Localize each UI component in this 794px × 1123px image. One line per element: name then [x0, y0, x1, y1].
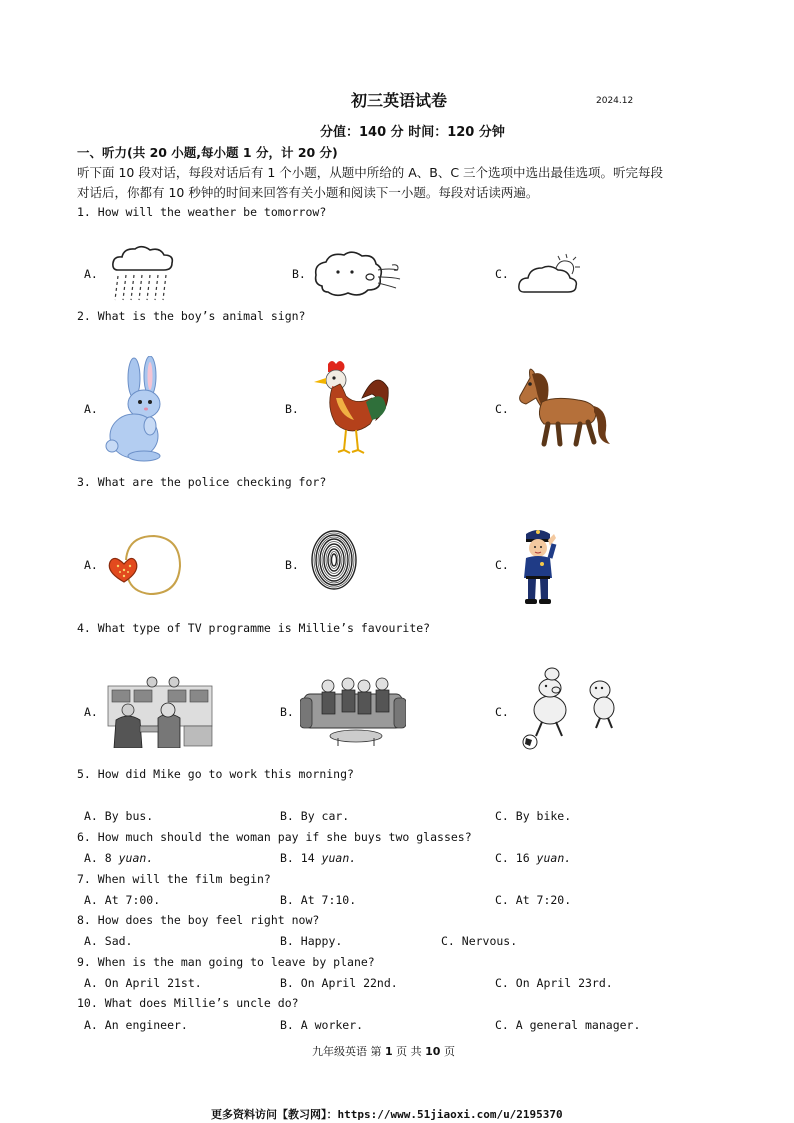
- q3-option-b-label: B.: [285, 558, 299, 572]
- q8-option-b: B. Happy.: [280, 934, 343, 948]
- q10-option-c: C. A general manager.: [495, 1018, 641, 1032]
- policeman-icon: [518, 526, 558, 606]
- q5-option-b: B. By car.: [280, 809, 350, 823]
- q2-option-b-label: B.: [285, 402, 299, 416]
- q3-option-c-label: C.: [495, 558, 509, 572]
- sitcom-scene-icon: [300, 674, 406, 746]
- page-title: 初三英语试卷: [351, 91, 448, 110]
- q7-option-a: A. At 7:00.: [84, 893, 161, 907]
- sun-cloud-icon: [516, 252, 582, 296]
- question-8: 8. How does the boy feel right now?: [77, 913, 320, 927]
- section-heading: 一、听力(共 20 小题,每小题 1 分，计 20 分): [77, 145, 338, 160]
- news-scene-icon: [106, 676, 214, 748]
- q2-option-c-label: C.: [495, 402, 509, 416]
- q4-option-a-label: A.: [84, 705, 98, 719]
- question-3: 3. What are the police checking for?: [77, 475, 327, 489]
- q4-option-c-label: C.: [495, 705, 509, 719]
- q9-option-c: C. On April 23rd.: [495, 976, 613, 990]
- question-2: 2. What is the boy’s animal sign?: [77, 309, 306, 323]
- q6-option-b: B. 14 yuan.: [280, 851, 357, 865]
- instructions-line-2: 对话后，你都有 10 秒钟的时间来回答有关小题和阅读下一小题。每段对话读两遍。: [77, 185, 539, 200]
- question-9: 9. When is the man going to leave by plane?: [77, 955, 375, 969]
- rabbit-icon: [104, 356, 170, 462]
- exam-date: 2024.12: [596, 96, 634, 106]
- q5-option-c: C. By bike.: [495, 809, 572, 823]
- score-time-line: 分值：140 分 时间：120 分钟: [320, 125, 505, 140]
- q5-option-a: A. By bus.: [84, 809, 154, 823]
- q4-option-b-label: B.: [280, 705, 294, 719]
- instructions-line-1: 听下面 10 段对话，每段对话后有 1 个小题，从题中所给的 A、B、C 三个选项中选出最佳选项。听完每段: [77, 165, 664, 180]
- q3-option-a-label: A.: [84, 558, 98, 572]
- q8-option-c: C. Nervous.: [441, 934, 518, 948]
- q2-option-a-label: A.: [84, 402, 98, 416]
- page-footer: 九年级英语 第 1 页 共 10 页: [312, 1045, 455, 1058]
- rain-cloud-icon: [108, 244, 178, 304]
- wind-cloud-icon: [312, 250, 404, 300]
- q9-option-b: B. On April 22nd.: [280, 976, 398, 990]
- q1-option-a-label: A.: [84, 267, 98, 281]
- q8-option-a: A. Sad.: [84, 934, 133, 948]
- question-6: 6. How much should the woman pay if she buys two glasses?: [77, 830, 472, 844]
- question-5: 5. How did Mike go to work this morning?: [77, 767, 354, 781]
- horse-icon: [514, 366, 612, 450]
- rooster-icon: [306, 358, 390, 458]
- cartoon-pigs-icon: [516, 666, 624, 752]
- q7-option-c: C. At 7:20.: [495, 893, 572, 907]
- q7-option-b: B. At 7:10.: [280, 893, 357, 907]
- promo-link[interactable]: 更多资料访问【教习网】：https://www.51jiaoxi.com/u/2195370: [211, 1108, 563, 1121]
- necklace-icon: [104, 532, 184, 598]
- q1-option-b-label: B.: [292, 267, 306, 281]
- q6-option-a: A. 8 yuan.: [84, 851, 154, 865]
- question-7: 7. When will the film begin?: [77, 872, 271, 886]
- question-4: 4. What type of TV programme is Millie’s favourite?: [77, 621, 431, 635]
- fingerprint-icon: [308, 528, 360, 592]
- q9-option-a: A. On April 21st.: [84, 976, 202, 990]
- q10-option-b: B. A worker.: [280, 1018, 364, 1032]
- q1-option-c-label: C.: [495, 267, 509, 281]
- question-1: 1. How will the weather be tomorrow?: [77, 205, 327, 219]
- q10-option-a: A. An engineer.: [84, 1018, 188, 1032]
- q6-option-c: C. 16 yuan.: [495, 851, 572, 865]
- question-10: 10. What does Millie’s uncle do?: [77, 996, 299, 1010]
